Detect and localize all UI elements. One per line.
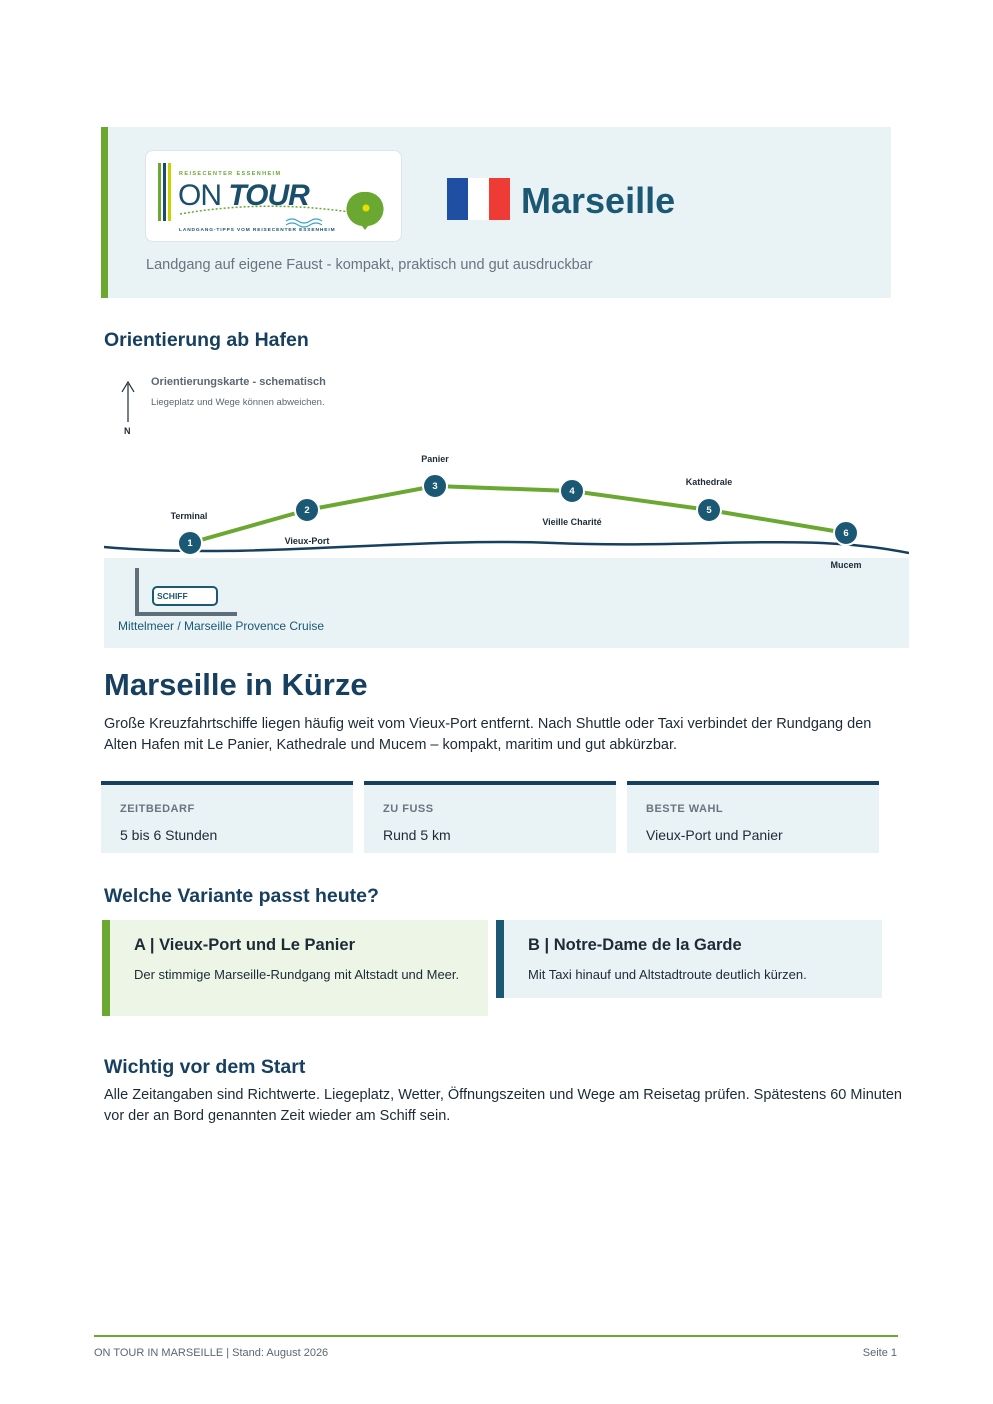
stop-label-1: Terminal (170, 511, 208, 521)
fact-value: Rund 5 km (383, 827, 451, 843)
summary-heading: Marseille in Kürze (104, 667, 368, 702)
sea-label: Mittelmeer / Marseille Provence Cruise (118, 619, 325, 633)
ship-marker (152, 586, 218, 606)
flag-stripe-white (468, 178, 489, 220)
map-route-graphic (104, 372, 909, 648)
stop-marker-6: 6 (833, 520, 859, 546)
stop-marker-3: 3 (422, 473, 448, 499)
stop-marker-4: 4 (559, 478, 585, 504)
footer-info: ON TOUR IN MARSEILLE | Stand: August 2026 (94, 1347, 329, 1359)
logo-top-text: REISECENTER ESSENHEIM (179, 171, 282, 177)
on-tour-logo (145, 150, 402, 242)
north-icon: N (124, 426, 131, 436)
stop-marker-2: 2 (294, 497, 320, 523)
variant-title: B | Notre-Dame de la Garde (528, 936, 742, 954)
variant-description: Mit Taxi hinauf und Altstadtroute deutlich kürzen. (528, 967, 807, 982)
stop-label-5: Kathedrale (685, 477, 733, 487)
fact-value: Vieux-Port und Panier (646, 827, 783, 843)
flag-stripe-red (489, 178, 510, 220)
facts-row (101, 781, 881, 853)
fact-card-best-choice (627, 781, 879, 853)
fact-key: ZEITBEDARF (120, 803, 195, 815)
summary-intro: Große Kreuzfahrtschiffe liegen häufig weit vom Vieux-Port entfernt. Nach Shuttle oder Taxi verbindet der Rundgang den Alten Hafen mit Le Panier, Kathedrale und Mucem – kompakt, maritim und gut abkürzbar. (104, 716, 872, 753)
fact-card-walking (364, 781, 616, 853)
variant-card-b (496, 920, 882, 998)
stop-label-2: Vieux-Port (284, 536, 330, 546)
logo-bottom-text: LANDGANG-TIPPS VOM REISECENTER ESSENHEIM (179, 228, 336, 233)
fact-value: 5 bis 6 Stunden (120, 827, 218, 843)
fact-card-time (101, 781, 353, 853)
variants-heading: Welche Variante passt heute? (104, 885, 379, 907)
fact-key: BESTE WAHL (646, 803, 724, 815)
stop-marker-5: 5 (696, 497, 722, 523)
ship-label: SCHIFF (157, 591, 188, 601)
footer-divider (94, 1335, 898, 1337)
variant-description: Der stimmige Marseille-Rundgang mit Altstadt und Meer. (134, 967, 460, 982)
page-number: Seite 1 (862, 1347, 897, 1359)
important-text: Alle Zeitangaben sind Richtwerte. Liegeplatz, Wetter, Öffnungszeiten und Wege am Reisetag prüfen. Spätestens 60 Minuten vor der an Bord genannten Zeit wieder am Schiff sein. (104, 1087, 902, 1124)
france-flag-icon (447, 178, 510, 220)
stop-marker-1: 1 (177, 530, 203, 556)
orientation-map (104, 372, 909, 648)
flag-stripe-blue (447, 178, 468, 220)
orientation-heading: Orientierung ab Hafen (104, 329, 309, 351)
variant-card-a (102, 920, 488, 1016)
logo-wordmark-on: ON (178, 179, 221, 212)
header-banner (101, 127, 891, 298)
stop-label-4: Vieille Charité (542, 517, 602, 527)
variant-title: A | Vieux-Port und Le Panier (134, 936, 355, 954)
stop-label-3: Panier (421, 454, 449, 464)
stop-label-6: Mucem (830, 560, 862, 570)
page-subtitle: Landgang auf eigene Faust - kompakt, praktisch und gut ausdruckbar (146, 257, 593, 273)
logo-wordmark (178, 179, 309, 213)
map-title: Orientierungskarte - schematisch (151, 376, 326, 388)
logo-wordmark-tour: TOUR (228, 179, 309, 212)
fact-key: ZU FUSS (383, 803, 434, 815)
page-title: Marseille (521, 180, 676, 221)
important-heading: Wichtig vor dem Start (104, 1056, 306, 1078)
map-note: Liegeplatz und Wege können abweichen. (151, 397, 325, 408)
